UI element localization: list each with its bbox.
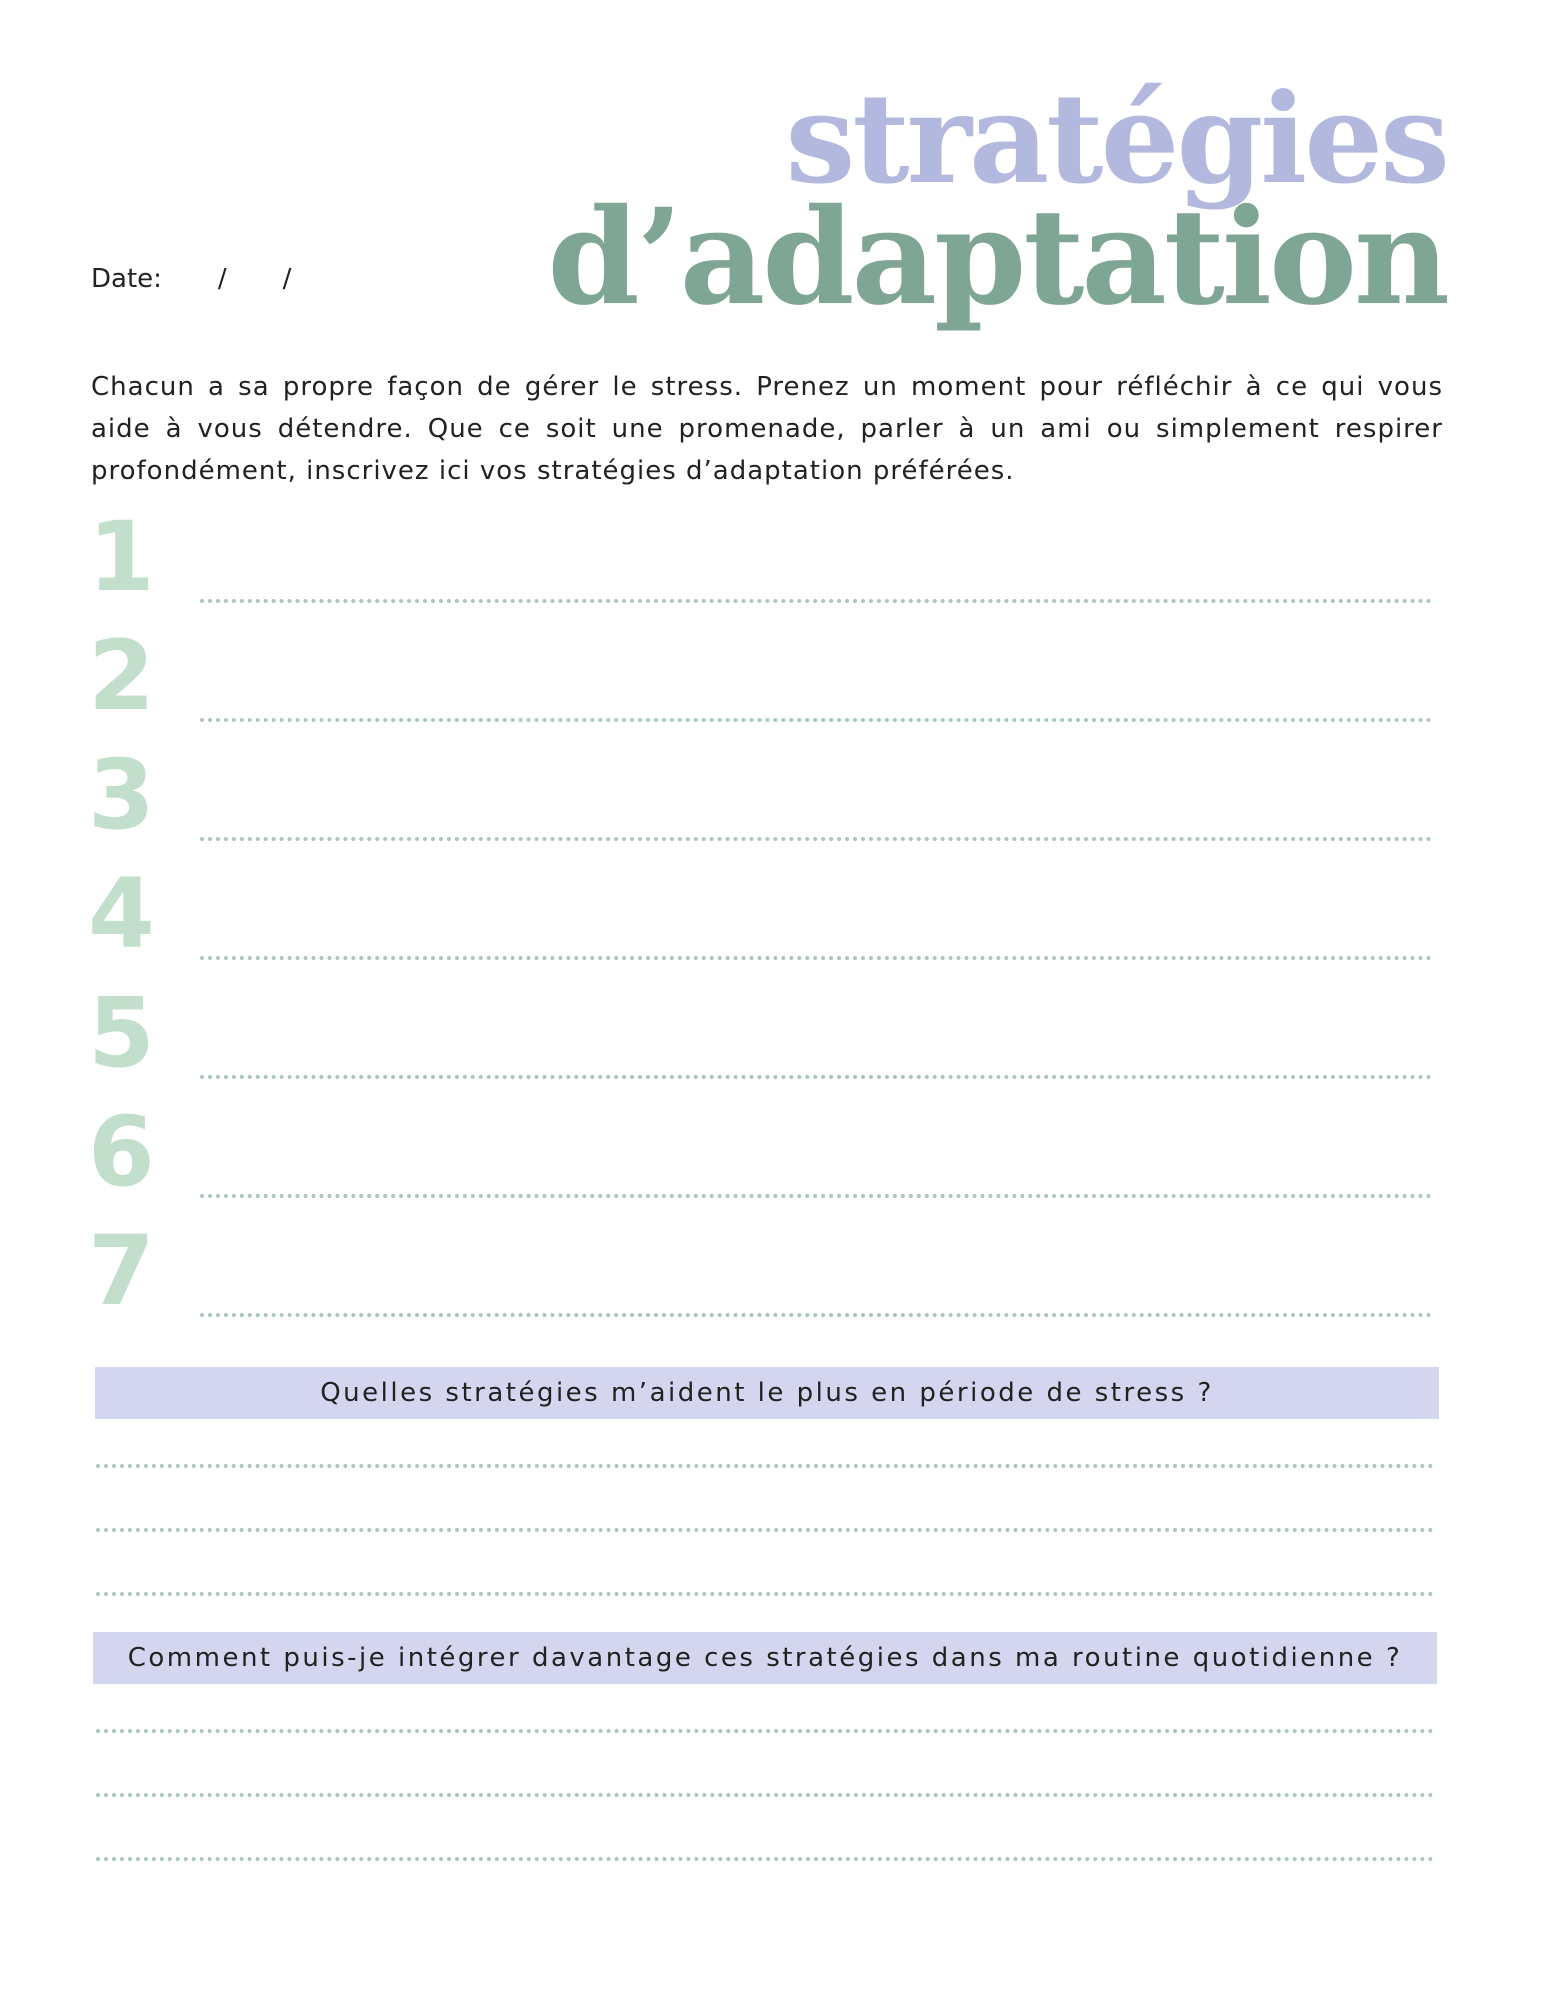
strategy-number: 1 [88, 501, 155, 613]
answer-line-q1[interactable] [96, 1592, 1434, 1596]
strategy-item-7 [88, 1215, 1448, 1338]
strategy-writing-line[interactable] [200, 599, 1432, 603]
date-label: Date: [91, 264, 162, 294]
question-banner-2: Comment puis-je intégrer davantage ces stratégies dans ma routine quotidienne ? [93, 1632, 1437, 1684]
strategy-item-1 [88, 501, 1448, 624]
strategy-writing-line[interactable] [200, 837, 1432, 841]
strategy-writing-line[interactable] [200, 718, 1432, 722]
answer-line-q1[interactable] [96, 1464, 1434, 1468]
strategy-number: 5 [88, 977, 155, 1089]
answer-line-q2[interactable] [96, 1729, 1434, 1733]
strategy-number: 2 [88, 620, 155, 732]
strategy-number: 3 [88, 739, 155, 851]
intro-paragraph: Chacun a sa propre façon de gérer le stress. Prenez un moment pour réfléchir à ce qui vous aide à vous détendre. Que ce soit une promenade, parler à un ami ou simplement respirer profondément, inscrivez ici vos stratégies d’adaptation préférées. [91, 372, 1443, 486]
strategy-item-3 [88, 739, 1448, 862]
question-banner-1: Quelles stratégies m’aident le plus en période de stress ? [95, 1367, 1439, 1419]
strategy-item-2 [88, 620, 1448, 743]
strategy-number: 7 [88, 1215, 155, 1327]
title-line-1: stratégies [785, 67, 1447, 212]
strategy-number: 4 [88, 858, 155, 970]
date-separator-2: / [282, 264, 292, 294]
strategy-item-4 [88, 858, 1448, 981]
strategy-item-5 [88, 977, 1448, 1100]
strategy-writing-line[interactable] [200, 1313, 1432, 1317]
strategy-writing-line[interactable] [200, 956, 1432, 960]
date-separator-1: / [217, 264, 227, 294]
answer-line-q2[interactable] [96, 1793, 1434, 1797]
strategies-list [88, 501, 1448, 1338]
strategy-number: 6 [88, 1096, 155, 1208]
strategy-writing-line[interactable] [200, 1075, 1432, 1079]
strategy-item-6 [88, 1096, 1448, 1219]
strategy-writing-line[interactable] [200, 1194, 1432, 1198]
page-title [547, 67, 1447, 335]
answer-line-q1[interactable] [96, 1528, 1434, 1532]
title-line-2: d’adaptation [547, 180, 1447, 335]
date-field[interactable] [91, 264, 291, 294]
answer-line-q2[interactable] [96, 1857, 1434, 1861]
